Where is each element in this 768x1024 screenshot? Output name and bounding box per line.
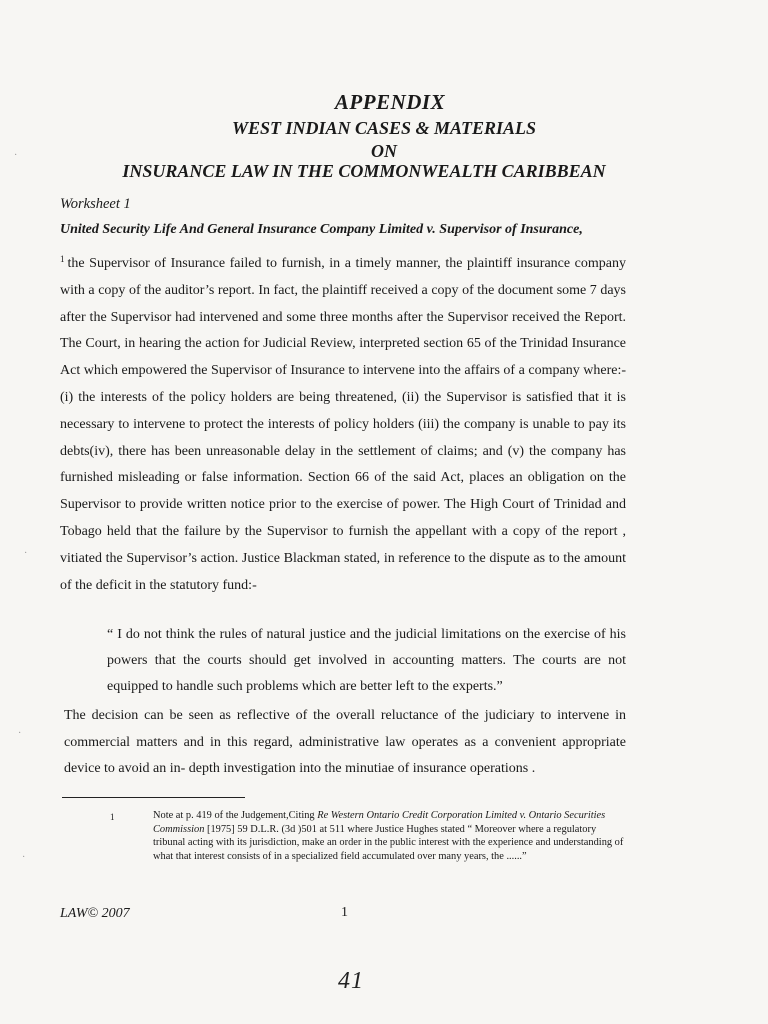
handwritten-page-number: 41 <box>338 968 364 994</box>
footnote-case-citation: Re Western Ontario Credit Corporation Limited v. Ontario Securities Commission <box>153 810 606 835</box>
footnote-reference: 1 <box>60 254 65 264</box>
scan-speck: · <box>24 548 28 559</box>
footer-page-number: 1 <box>341 905 348 920</box>
footnote-text-part1: Note at p. 419 of the Judgement,Citing <box>153 810 318 821</box>
footnote-text-part2: [1975] 59 D.L.R. (3d )501 at 511 where Justice Hughes stated “ Moreover where a regulatory tribunal acting with its jurisdiction, make an order in the public interest with the experience and understanding of what that interest consists of in a specialized field accumulated over many years, the ......” <box>153 823 624 862</box>
body-paragraph-text: the Supervisor of Insurance failed to furnish, in a timely manner, the plaintiff insurance company with a copy of the auditor’s report. In fact, the plaintiff received a copy of the document some 7 days after the Supervisor had intervened and some three months after the Supervisor received the Report. The Court, in hearing the action for Judicial Review, interpreted section 65 of the Trinidad Insurance Act which empowered the Supervisor of Insurance to intervene into the affairs of a company where:-(i) the interests of the policy holders are being threatened, (ii) the Supervisor is satisfied that it is necessary to intervene to protect the interests of policy holders (iii) the company is unable to pay its debts(iv), there has been unreasonable delay in the settlement of claims; and (v) the company has furnished misleading or false information. Section 66 of the said Act, places an obligation on the Supervisor to provide written notice prior to the exercise of power. The High Court of Trinidad and Tobago held that the failure by the Supervisor to furnish the appellant with a copy of the report , vitiated the Supervisor’s action. Justice Blackman stated, in reference to the dispute as to the amount of the deficit in the statutory fund:- <box>60 256 626 593</box>
footer-copyright: LAW© 2007 <box>60 906 130 921</box>
body-paragraph <box>60 246 626 599</box>
block-quote: “ I do not think the rules of natural justice and the judicial limitations on the exercise of his powers that the courts should get involved in accounting matters. The courts are not equipped to handle such problems which are better left to the experts.” <box>107 627 626 694</box>
scan-speck: · <box>22 852 26 863</box>
scan-speck: · <box>14 150 18 161</box>
footnote-text <box>153 809 625 863</box>
footnote-marker: 1 <box>110 812 115 822</box>
scan-speck: · <box>18 728 22 739</box>
footnote-divider <box>62 797 245 798</box>
title-on: ON <box>371 141 397 161</box>
closing-paragraph: The decision can be seen as reflective of the overall reluctance of the judiciary to intervene in commercial matters and in this regard, administrative law operates as a convenient appropriate device to avoid an in- depth investigation into the minutiae of insurance operations . <box>64 708 626 776</box>
title-cases-materials: WEST INDIAN CASES & MATERIALS <box>231 118 537 138</box>
title-insurance-law: INSURANCE LAW IN THE COMMONWEALTH CARIBBEAN <box>122 161 606 181</box>
worksheet-label: Worksheet 1 <box>60 196 131 212</box>
case-title: United Security Life And General Insurance Company Limited v. Supervisor of Insurance, <box>60 222 583 237</box>
title-appendix: APPENDIX <box>334 90 446 114</box>
